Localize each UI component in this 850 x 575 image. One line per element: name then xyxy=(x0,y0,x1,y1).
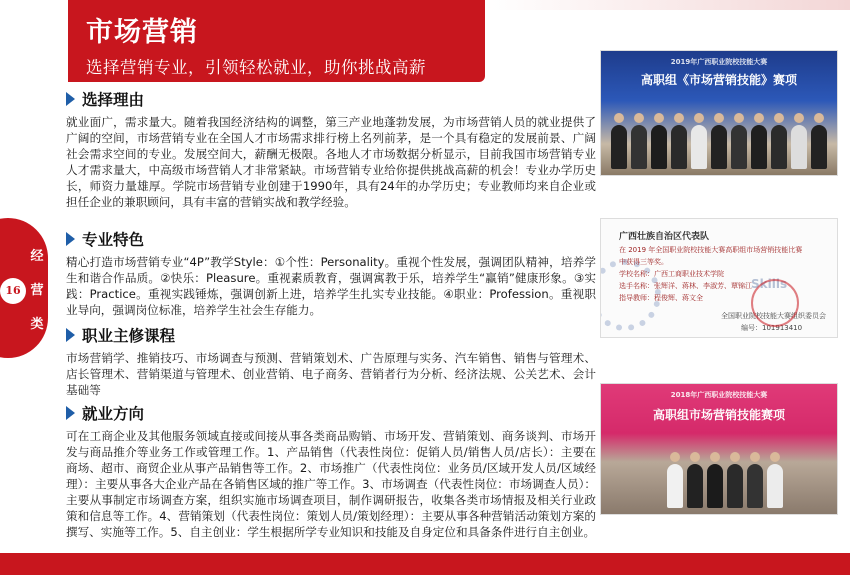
group-of-people xyxy=(601,109,837,169)
person-figure xyxy=(671,125,687,169)
cert-watermark: Skills xyxy=(751,277,788,291)
section-reasons xyxy=(66,88,596,210)
person-figure xyxy=(811,125,827,169)
competition-photo-2018 xyxy=(600,383,838,515)
side-tab-char: 经 xyxy=(30,249,44,264)
person-figure xyxy=(747,464,763,508)
person-figure xyxy=(667,464,683,508)
person-figure xyxy=(651,125,667,169)
section-body: 市场营销学、推销技巧、市场调查与预测、营销策划术、广告原理与实务、汽车销售、销售与管理术、店长管理术、营销渠道与管理术、创业营销、电子商务、营销者行为分析、经济法规、公关艺术、会计基础等 xyxy=(66,351,596,397)
person-figure xyxy=(731,125,747,169)
cert-title: 广西壮族自治区代表队 xyxy=(619,232,710,242)
person-figure xyxy=(791,125,807,169)
cert-number: 编号：101913410 xyxy=(741,324,803,332)
competition-photo-2019 xyxy=(600,50,838,176)
person-figure xyxy=(727,464,743,508)
person-figure xyxy=(711,125,727,169)
triangle-bullet-icon xyxy=(66,232,75,246)
person-figure xyxy=(707,464,723,508)
photo-banner: 高职组《市场营销技能》赛项 xyxy=(640,73,797,87)
cert-line: 学校名称：广西工商职业技术学院 xyxy=(619,270,724,278)
cert-issuer: 全国职业院校技能大赛组织委员会 xyxy=(721,312,826,320)
group-of-people xyxy=(601,448,837,508)
triangle-bullet-icon xyxy=(66,406,75,420)
section-body: 就业面广，需求量大。随着我国经济结构的调整，第三产业地蓬勃发展，为市场营销人员的就业提供了广阔的空间，市场营销专业在全国人才市场需求排行榜上名列前茅，是一个具有稳定的发展前景、广阔社会需求空间的专业。发展空间大，薪酬无极限。各地人才市场数据分析显示，目前我国市场营销专业人才需求量大，中高级市场营销人才非常紧缺。市场营销专业给你提供挑战高薪的机会！专业办学历史长，师资力量雄厚。学院市场营销专业创建于1990年，具有24年的办学历史；专业教师均来自企业或担任企业的兼职顾问，具有丰富的营销实战和教学经验。 xyxy=(66,115,596,209)
person-figure xyxy=(631,125,647,169)
person-figure xyxy=(767,464,783,508)
award-certificate-photo xyxy=(600,218,838,338)
person-figure xyxy=(751,125,767,169)
photo-caption: 2018年广西职业院校技能大赛 xyxy=(670,391,768,399)
side-tab-char: 类 xyxy=(30,317,44,332)
section-heading-text: 就业方向 xyxy=(82,405,145,423)
triangle-bullet-icon xyxy=(66,92,75,106)
section-heading xyxy=(66,88,596,110)
side-tab-label xyxy=(26,240,48,342)
section-heading-text: 职业主修课程 xyxy=(82,327,176,345)
section-heading xyxy=(66,228,596,250)
section-careers xyxy=(66,402,596,540)
photo-caption: 2019年广西职业院校技能大赛 xyxy=(670,58,768,66)
person-figure xyxy=(771,125,787,169)
cert-line: 指导教师：程俊辉、蒋文全 xyxy=(619,294,703,302)
person-figure xyxy=(691,125,707,169)
page-title: 市场营销 xyxy=(86,17,198,48)
page-number: 16 xyxy=(0,278,26,304)
red-seal-stamp xyxy=(751,279,799,327)
cert-line: 在 2019 年全国职业院校技能大赛高职组市场营销技能比赛 xyxy=(619,246,803,254)
footer-bar xyxy=(0,553,850,575)
section-heading xyxy=(66,402,596,424)
page-subtitle: 选择营销专业，引领轻松就业，助你挑战高薪 xyxy=(86,58,426,77)
section-features xyxy=(66,228,596,318)
photo-banner: 高职组市场营销技能赛项 xyxy=(652,408,785,422)
person-figure xyxy=(687,464,703,508)
section-heading xyxy=(66,324,596,346)
person-figure xyxy=(611,125,627,169)
section-body: 精心打造市场营销专业“4P”教学Style：①个性：Personality。重视个性发展，强调团队精神，培养学生和谐合作品质。②快乐：Pleasure。重视素质教育，强调寓教于乐，培养学生“赢销”健康形象。③实践：Practice。重视实践锤炼，强调创新上进，培养学生扎实专业技能。④职业：Profession。重视职业导向，强调岗位标准，培养学生社会生存能力。 xyxy=(66,255,596,317)
cert-line: 中获得三等奖。 xyxy=(619,258,668,266)
section-courses xyxy=(66,324,596,398)
section-heading-text: 专业特色 xyxy=(82,231,145,249)
triangle-bullet-icon xyxy=(66,328,75,342)
section-body: 可在工商企业及其他服务领域直接或间接从事各类商品购销、市场开发、营销策划、商务谈判、市场开发与商品推介等业务工作或管理工作。1、产品销售（代表性岗位：促销人员/销售人员/店长）：主要在商场、超市、商贸企业从事产品销售等工作。2、市场推广（代表性岗位：业务员/区域开发人员/区域经理）：主要从事各大企业产品在各销售区域的推广等工作。3、市场调查（代表性岗位：市场调查人员）：主要从事制定市场调查方案，组织实施市场调查项目，制作调研报告，收集各类市场情报及相关行业政策和信息等工作。4、营销策划（代表性岗位：策划人员/策划经理）：主要从事各种营销活动策划方案的撰写、实施等工作。5、自主创业：学生根据所学专业知识和技能及自身定位和具备条件进行自主创业。 xyxy=(66,429,596,539)
side-tab-char: 营 xyxy=(30,283,44,298)
top-decor-strip xyxy=(485,0,850,10)
cert-line: 选手名称：张辉洋、蒋林、李淑芳、覃锦江 xyxy=(619,282,752,290)
section-heading-text: 选择理由 xyxy=(82,91,145,109)
